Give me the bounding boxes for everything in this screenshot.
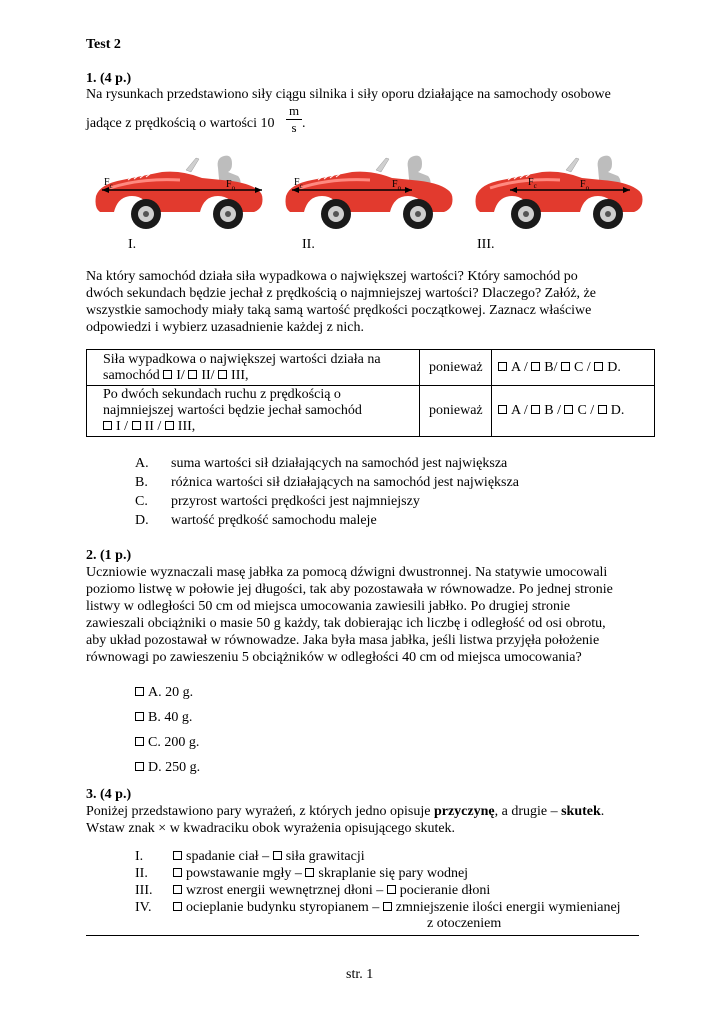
q2-option-D-checkbox[interactable] [135, 762, 144, 771]
car-1-fo-label: $F_o$ [226, 179, 236, 192]
q2-line: listwy w odległości 50 cm od miejsca umocowania zawiesili jabłko. Po drugiej stronie [86, 599, 571, 614]
row1-reason-A-label: A / [511, 359, 528, 375]
q2-option-A[interactable] [135, 684, 193, 701]
row2-line3 [103, 419, 419, 435]
reason-text: różnica wartości sił działających na samochód jest największa [171, 475, 519, 490]
q3-pair1-a-checkbox[interactable] [173, 851, 182, 860]
q3-pair1-a-label: spadanie ciał – [186, 849, 270, 864]
reason-text: suma wartości sił działających na samochód jest największa [171, 456, 508, 471]
reason-letter: C. [135, 494, 148, 509]
reason-text: przyrost wartości prędkości jest najmniejszy [171, 494, 420, 509]
q2-option-C-checkbox[interactable] [135, 737, 144, 746]
q3-pair [135, 865, 468, 882]
row1-prefix: samochód [103, 367, 160, 383]
q1-number: 1. (4 p.) [86, 71, 132, 86]
car-2 [286, 156, 453, 229]
reason-letter: B. [135, 475, 148, 490]
q2-option-C-label: C. 200 g. [148, 735, 200, 750]
unit-denominator: s [291, 120, 297, 135]
row2-reason-D-label: D. [610, 403, 625, 418]
list-item [135, 455, 507, 472]
row1-car-I-label: I/ [176, 367, 185, 383]
row2-car-I-label: I / [116, 419, 129, 434]
reason-letter: A. [135, 456, 149, 471]
row1-car-II-checkbox[interactable] [188, 370, 197, 379]
q3-pair2-b-checkbox[interactable] [305, 868, 314, 877]
q3-pair3-a-label: wzrost energii wewnętrznej dłoni – [186, 883, 384, 898]
q1-question-line2: dwóch sekundach będzie jechał z prędkością o najmniejszej wartości? Dlaczego? Załóż, że [86, 286, 596, 301]
row1-line1: Siła wypadkowa o największej wartości działa na [103, 351, 381, 367]
reason-letter: D. [135, 513, 149, 528]
table-row [87, 350, 655, 386]
q3-line1 [86, 803, 604, 820]
unit-numerator: m [288, 103, 300, 118]
row2-statement [87, 386, 420, 437]
row1-reason-B-label: B/ [544, 359, 558, 375]
q2-option-A-label: A. 20 g. [148, 685, 194, 700]
row1-because: ponieważ [420, 350, 492, 386]
row1-reason-choices [492, 350, 655, 386]
q3-pair-number: I. [135, 849, 144, 864]
q1-intro-line1: Na rysunkach przedstawiono siły ciągu silnika i siły oporu działające na samochody osobowe [86, 87, 611, 102]
q2-option-D-label: D. 250 g. [148, 760, 201, 775]
q3-pair1-b-checkbox[interactable] [273, 851, 282, 860]
car-1-label: I. [128, 237, 137, 252]
row2-reason-A-checkbox[interactable] [498, 405, 507, 414]
q2-option-C[interactable] [135, 734, 199, 751]
q2-option-D[interactable] [135, 759, 200, 776]
q3-pair4-b-checkbox[interactable] [383, 902, 392, 911]
car-3-fo-label: $F_o$ [580, 179, 590, 192]
q1-intro-line2: jadące z prędkością o wartości 10 [86, 116, 275, 131]
q2-number: 2. (1 p.) [86, 548, 132, 563]
row1-reason-C-checkbox[interactable] [561, 362, 570, 371]
q3-pair-number: II. [135, 866, 148, 881]
q3-pair4-b-label: zmniejszenie ilości energii wymienianej [395, 900, 621, 915]
row1-car-III-label: III, [231, 367, 249, 383]
q3-pair2-a-checkbox[interactable] [173, 868, 182, 877]
q3-pair4-a-checkbox[interactable] [173, 902, 182, 911]
q3-number: 3. (4 p.) [86, 787, 132, 802]
q1-question-line1: Na który samochód działa siła wypadkowa o największej wartości? Który samochód po [86, 269, 578, 284]
q3-line2: Wstaw znak × w kwadraciku obok wyrażenia opisującego skutek. [86, 821, 456, 836]
q3-pair4-a-label: ocieplanie budynku styropianem – [186, 900, 380, 915]
velocity-unit-fraction [286, 104, 302, 135]
row2-reason-C-checkbox[interactable] [564, 405, 573, 414]
row1-reason-D-label: D. [607, 359, 621, 375]
list-item [135, 474, 519, 491]
car-3-fc-label: $F_c$ [528, 177, 537, 190]
row2-line2: najmniejszej wartości będzie jechał samochód [103, 403, 362, 418]
row1-reason-B-checkbox[interactable] [531, 362, 540, 371]
q3-cause-word: przyczynę [433, 804, 495, 819]
q3-line1-part: . [600, 804, 605, 819]
q3-pair2-b-label: skraplanie się pary wodnej [318, 866, 469, 881]
row1-car-III-checkbox[interactable] [218, 370, 227, 379]
car-3-label: III. [477, 237, 495, 252]
row1-car-I-checkbox[interactable] [163, 370, 172, 379]
row1-reason-D-checkbox[interactable] [594, 362, 603, 371]
q2-line: aby układ pozostawał w równowadze. Jaka była masa jabłka, jeśli listwa przyjęła położenie [86, 633, 600, 648]
car-2-fc-label: $F_c$ [294, 177, 303, 190]
q3-pair4-b-continuation: z otoczeniem [427, 916, 502, 931]
q2-option-A-checkbox[interactable] [135, 687, 144, 696]
q3-pair [135, 848, 365, 865]
q1-question-line3: wszystkie samochody miały taką samą wartość prędkości początkowej. Zaznacz właściwe [86, 303, 592, 318]
q1-answer-table [86, 349, 655, 437]
row1-reason-C-label: C / [573, 359, 591, 375]
row2-reason-C-label: C / [577, 403, 595, 418]
q3-pair3-b-label: pocieranie dłoni [399, 883, 491, 898]
q3-effect-word: skutek [561, 804, 601, 819]
car-1 [96, 156, 263, 229]
q2-line: zawieszali obciążniki o masie 50 g każdy, tak dobierając ich liczbę i odległość od osi obrotu, [86, 616, 606, 631]
q3-pair [135, 899, 621, 916]
row2-reason-B-checkbox[interactable] [531, 405, 540, 414]
cars-illustration [90, 148, 650, 232]
q3-pair2-a-label: powstawanie mgły – [186, 866, 302, 881]
page-number: str. 1 [346, 967, 374, 982]
reason-text: wartość prędkość samochodu maleje [171, 513, 377, 528]
unit-period: . [302, 116, 306, 131]
row2-reason-D-checkbox[interactable] [598, 405, 607, 414]
row2-car-III-label: III, [177, 419, 196, 434]
q2-line: Uczniowie wyznaczali masę jabłka za pomocą dźwigni dwustronnej. Na statywie umocowali [86, 565, 608, 580]
car-2-label: II. [302, 237, 315, 252]
row2-because: ponieważ [420, 386, 492, 437]
bottom-divider [86, 935, 639, 936]
row1-reason-A-checkbox[interactable] [498, 362, 507, 371]
q2-line: poziomo listwę w połowie jej długości, tak aby pozostawała w równowadze. Po jednej stronie [86, 582, 613, 597]
row1-statement [87, 350, 420, 386]
table-row [87, 386, 655, 437]
row2-line1: Po dwóch sekundach ruchu z prędkością o [103, 387, 341, 402]
row2-car-I-checkbox[interactable] [103, 421, 112, 430]
q3-pair3-a-checkbox[interactable] [173, 885, 182, 894]
list-item [135, 512, 377, 529]
page-title: Test 2 [86, 37, 121, 52]
q2-line: równowagi po zawieszeniu 5 obciążników w odległości 40 cm od miejsca umocowania? [86, 650, 582, 665]
q2-option-B[interactable] [135, 709, 192, 726]
q3-pair-number: III. [135, 883, 153, 898]
car-1-fc-label: $F_c$ [104, 177, 113, 190]
row2-car-II-label: II / [144, 419, 162, 434]
q1-question-line4: odpowiedzi i wybierz uzasadnienie każdej z nich. [86, 320, 364, 335]
list-item [135, 493, 420, 510]
q3-line1-part: Poniżej przedstawiono pary wyrażeń, z których jedno opisuje [86, 804, 434, 819]
car-2-fo-label: $F_o$ [392, 179, 402, 192]
q3-pair3-b-checkbox[interactable] [387, 885, 396, 894]
q3-line1-part: , a drugie – [494, 804, 562, 819]
car-3 [476, 156, 643, 229]
row2-reason-choices [492, 386, 655, 437]
q2-option-B-checkbox[interactable] [135, 712, 144, 721]
row1-line2 [103, 368, 419, 384]
row2-reason-A-label: A / [511, 403, 528, 418]
q3-pair [135, 882, 490, 899]
q3-pair1-b-label: siła grawitacji [285, 849, 365, 864]
row2-car-II-checkbox[interactable] [132, 421, 141, 430]
q3-pair-number: IV. [135, 900, 152, 915]
q2-option-B-label: B. 40 g. [148, 710, 193, 725]
row1-car-II-label: II/ [201, 367, 215, 383]
row2-reason-B-label: B / [544, 403, 561, 418]
row2-car-III-checkbox[interactable] [165, 421, 174, 430]
